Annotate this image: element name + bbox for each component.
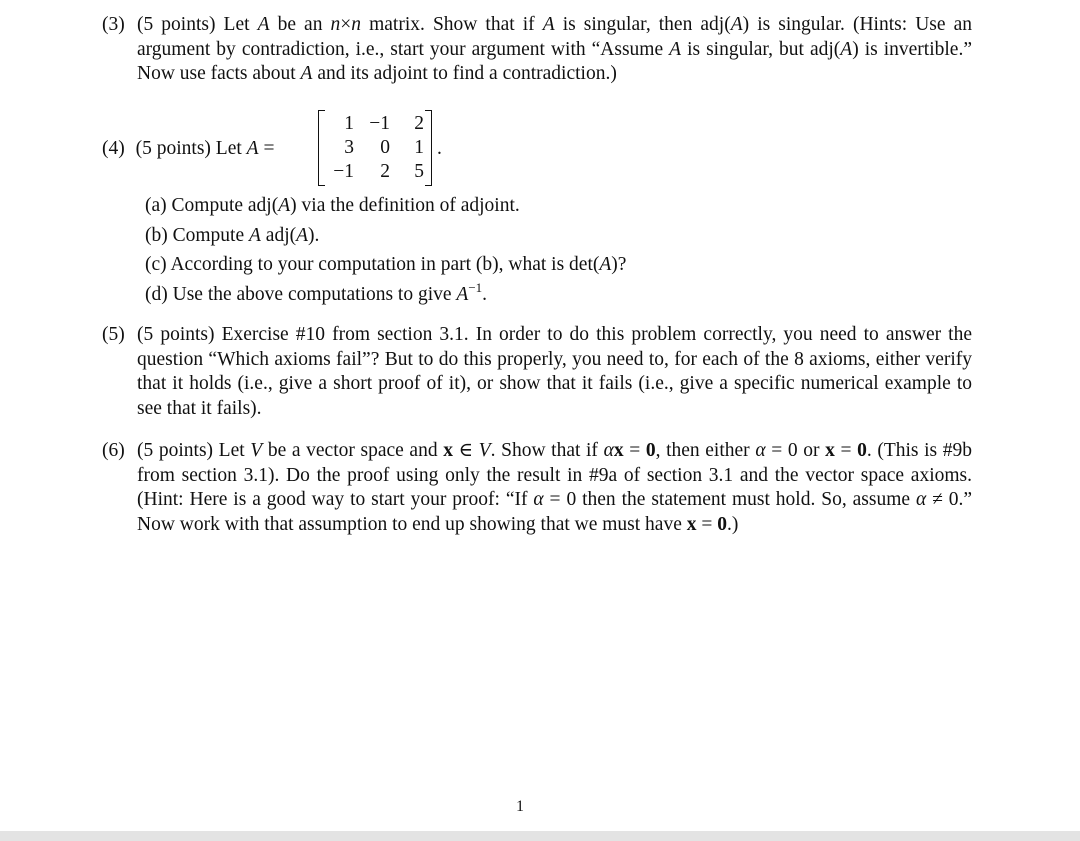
part-label: (a) [145,195,167,216]
problem-4-part [145,279,965,313]
problem-4-parts [145,194,965,312]
matrix-cell: 1 [414,137,424,158]
matrix-cell: 3 [344,137,354,158]
problem-3-text: (5 points) Let A be an n×n matrix. Show that if A is singular, then adj(A) is singular. (Hints: Use an argument by contradiction, i.e., start your argument with “Assume A is singular, but adj(A) is invertible.” Now use facts about A and its adjoint to find a contradiction.) [137,14,972,84]
problem-3 [102,13,972,87]
matrix-cell: −1 [369,113,390,134]
problem-3-number: (3) [102,14,125,35]
problem-6-text: (5 points) Let V be a vector space and x ∈ V. Show that if αx = 0, then either α = 0 or x = 0. (This is #9b from section 3.1). Do the proof using only the result in #9a of section 3.1 and the vector space axioms. (Hint: Here is a good way to start your proof: “If α = 0 then the statement must hold. So, assume α ≠ 0.” Now work with that assumption to end up showing that we must have x = 0.) [137,440,973,535]
part-text: According to your computation in part (b), what is det(A)? [170,254,627,275]
problem-5-text: (5 points) Exercise #10 from section 3.1. In order to do this problem correctly, you need to answer the question “Which axioms fail”? But to do this properly, you need to, for each of the 8 axioms, either verify that it holds (i.e., give a short proof of it), or show that it fails (i.e., give a specific numerical example to see that it fails). [137,324,972,419]
page-number: 1 [516,798,524,815]
problem-4-part [145,194,965,224]
problem-4-part [145,253,965,283]
matrix-cell: 2 [380,161,390,182]
problem-5 [102,323,972,421]
problem-6-number: (6) [102,440,125,461]
matrix-cell: 5 [414,161,424,182]
problem-5-number: (5) [102,324,125,345]
matrix-cell: 0 [380,137,390,158]
problem-4-part [145,224,965,254]
part-text: Use the above computations to give $A^{-1}$. [172,279,488,305]
problem-6 [102,439,972,537]
matrix-cell: 1 [344,113,354,134]
problem-4-statement [102,137,274,162]
matrix-cell: −1 [333,161,354,182]
part-text: Compute A adj(A). [172,224,320,246]
part-label: (d) [145,283,168,305]
part-label: (c) [145,254,167,275]
part-label: (b) [145,224,168,246]
problem-4-intro: (5 points) Let A = [135,138,275,159]
matrix-cell: 2 [414,113,424,134]
matrix-right-bracket [425,110,432,186]
matrix-period: . [437,138,442,159]
viewer-bottom-bar [0,831,1080,841]
part-text: Compute adj(A) via the definition of adjoint. [171,195,520,216]
problem-4-number: (4) [102,138,125,159]
matrix-A [318,110,432,186]
